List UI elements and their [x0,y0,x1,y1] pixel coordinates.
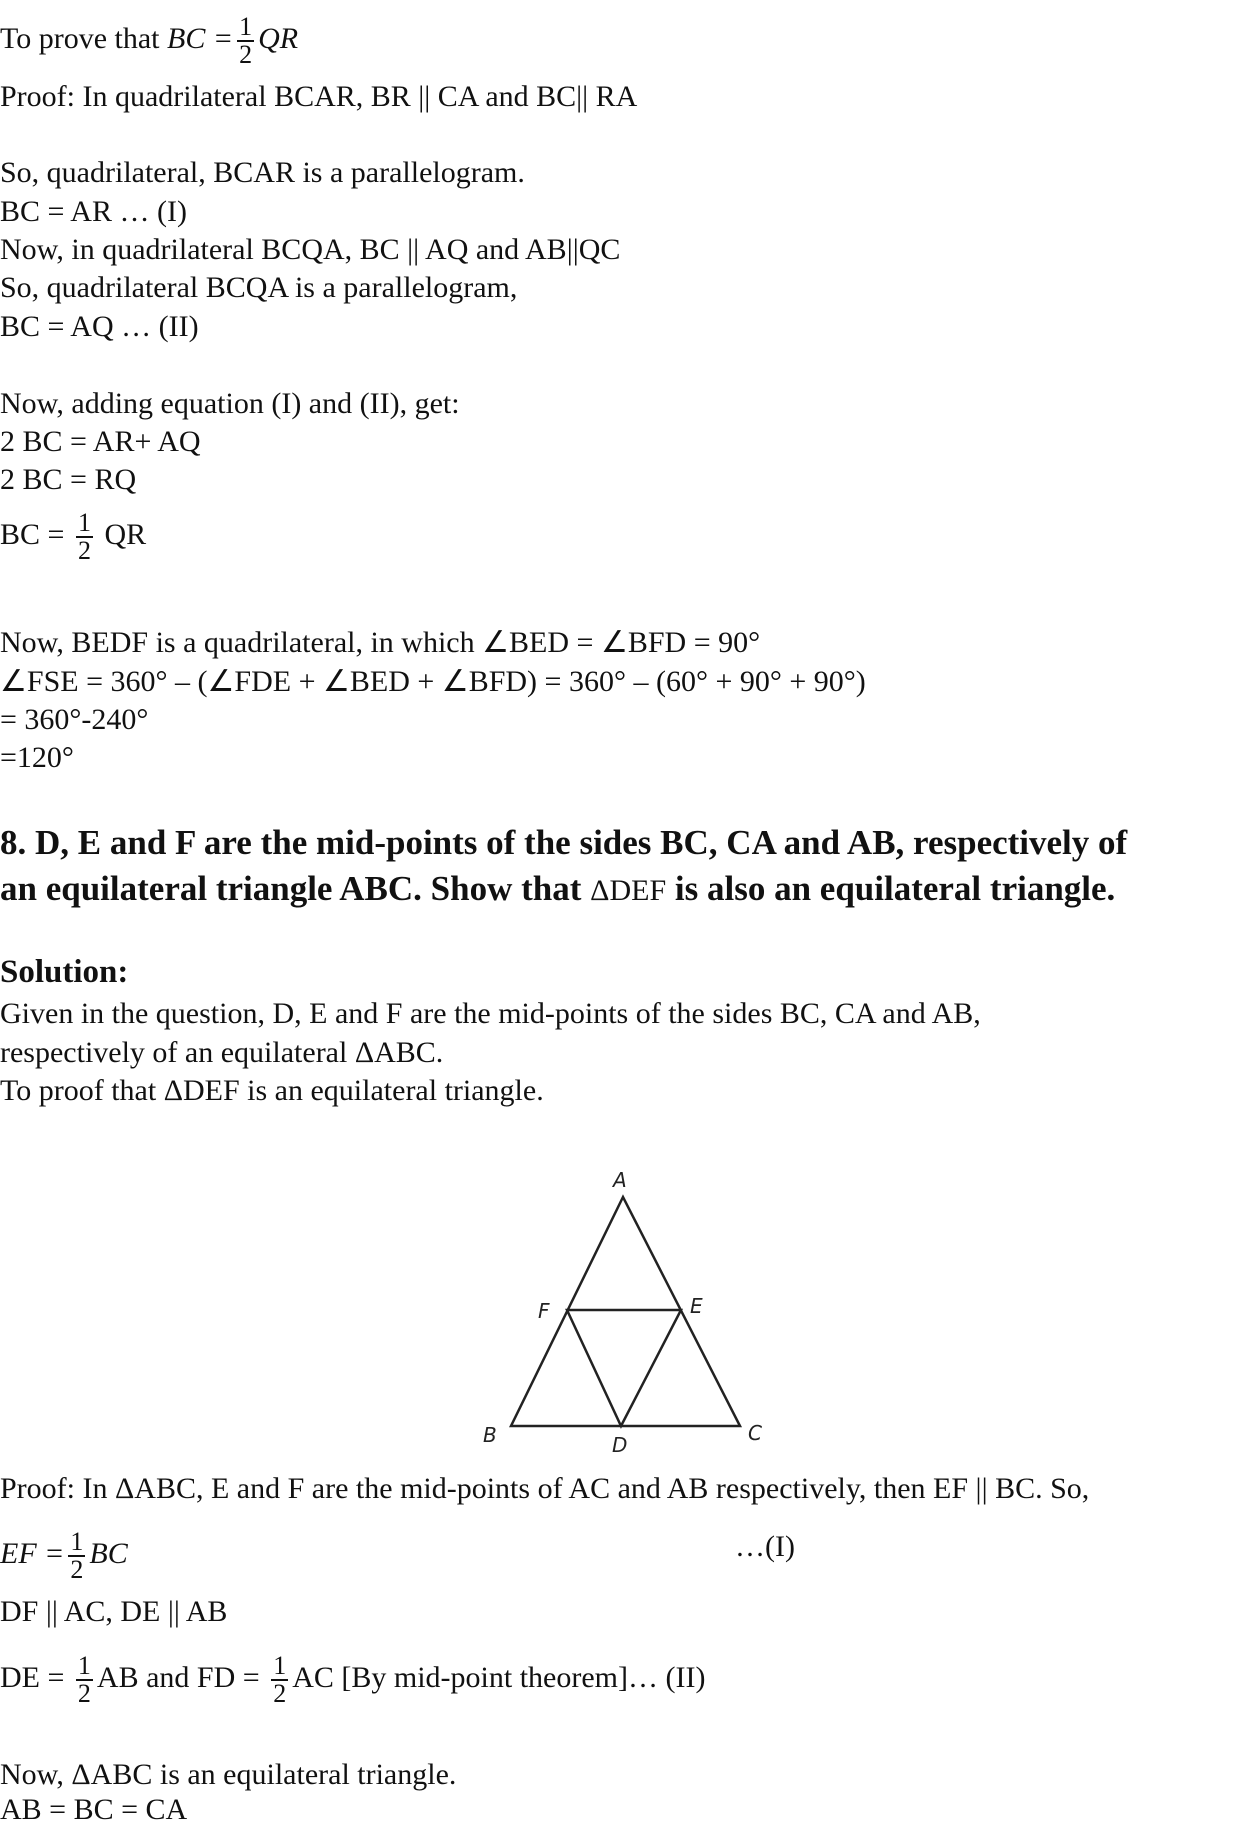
text-line: Given in the question, D, E and F are the mid-points of the sides BC, CA and AB, [0,997,981,1030]
text-line: =120° [0,741,74,774]
numerator: 1 [273,1651,287,1680]
fraction [76,1653,93,1707]
text: EF = [0,1536,65,1570]
fraction [271,1653,288,1707]
text-line: So, quadrilateral BCQA is a parallelogram, [0,271,518,304]
text-line: Now, ΔABC is an equilateral triangle. [0,1758,457,1791]
text: BC = [0,517,72,551]
numerator: 1 [77,508,91,537]
text-line: BC = AQ … (II) [0,310,199,343]
text: is also an equilateral triangle. [666,869,1116,908]
text-line: 2 BC = AR+ AQ [0,425,201,458]
label-e: E [690,1294,703,1318]
triangle-def [567,1310,681,1426]
text-line: Now, BEDF is a quadrilateral, in which ∠BED = ∠BFD = 90° [0,626,761,659]
text-line: AB = BC = CA [0,1793,188,1823]
text: AB and FD = [96,1660,268,1694]
text: BC = [167,21,234,55]
fraction-line [0,1653,705,1707]
text-line: Now, in quadrilateral BCQA, BC || AQ and AB||QC [0,233,621,266]
denominator: 2 [70,1555,84,1584]
label-d: D [612,1433,628,1457]
denominator: 2 [239,40,253,69]
text-line: ∠FSE = 360° – (∠FDE + ∠BED + ∠BFD) = 360° – (60° + 90° + 90°) [0,665,866,698]
denominator: 2 [77,536,91,565]
text: QR [258,21,299,55]
text-line: To proof that ΔDEF is an equilateral triangle. [0,1074,544,1107]
text: …(I) [735,1530,795,1563]
text: QR [96,517,147,551]
text-line: So, quadrilateral, BCAR is a parallelogram. [0,156,525,189]
text: AC [By mid-point theorem]… (II) [292,1660,706,1694]
text: ΔDEF [590,874,667,907]
denominator: 2 [273,1679,287,1708]
text-line: Proof: In ΔABC, E and F are the mid-points of AC and AB respectively, then EF || BC. So, [0,1472,1090,1505]
fraction-line [0,1529,820,1583]
text-line: = 360°-240° [0,703,149,736]
numerator: 1 [77,1651,91,1680]
text: an equilateral triangle ABC. Show that [0,869,591,908]
text: BC [89,1536,128,1570]
label-b: B [483,1423,497,1447]
numerator: 1 [239,12,253,41]
text-line: 2 BC = RQ [0,463,137,496]
text: To prove that [0,21,168,55]
denominator: 2 [77,1679,91,1708]
question-heading: 8. D, E and F are the mid-points of the sides BC, CA and AB, respectively of [0,823,1128,862]
label-a: A [613,1168,627,1192]
text-line: respectively of an equilateral ΔABC. [0,1036,444,1069]
text-line: Proof: In quadrilateral BCAR, BR || CA and BC|| RA [0,80,638,113]
solution-heading: Solution: [0,954,129,990]
numerator: 1 [70,1527,84,1556]
fraction [68,1529,85,1583]
text: DE = [0,1660,72,1694]
text-line: Now, adding equation (I) and (II), get: [0,387,460,420]
text-line: DF || AC, DE || AB [0,1595,228,1628]
label-f: F [538,1299,550,1323]
text-line: BC = AR … (I) [0,195,187,228]
label-c: C [748,1421,762,1445]
